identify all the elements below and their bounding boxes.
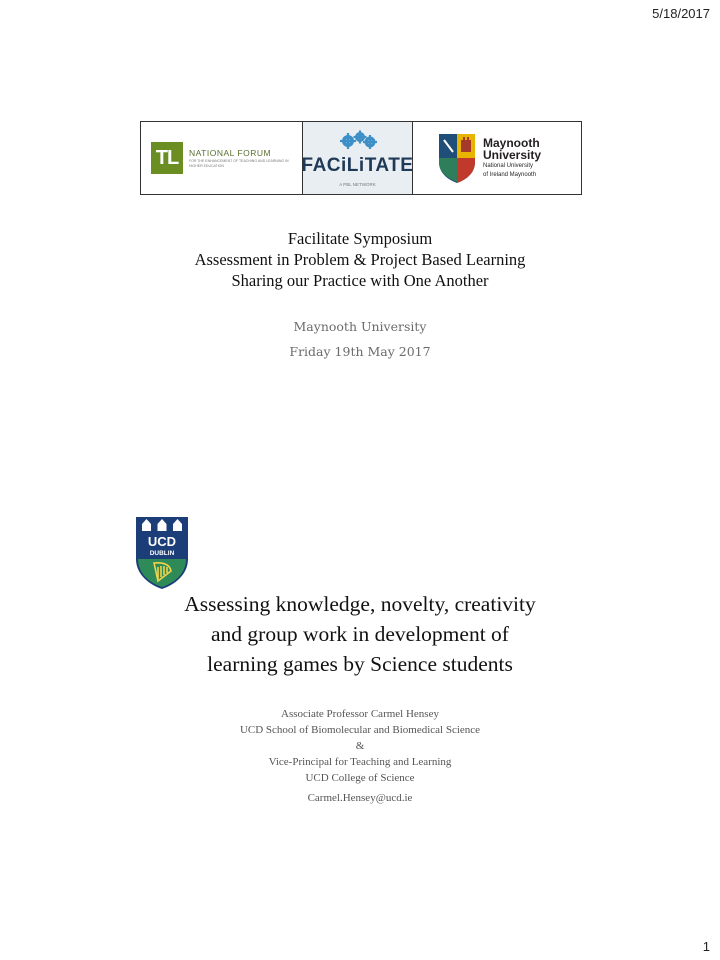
venue-date: Friday 19th May 2017 (289, 344, 431, 359)
venue-block (0, 314, 720, 364)
author-school: UCD School of Biomolecular and Biomedical Science (239, 724, 481, 736)
author-college: UCD College of Science (305, 772, 415, 784)
tl-mark: TL (151, 142, 183, 174)
maynooth-sub-line1: National University (483, 163, 534, 169)
gears-icon (336, 129, 380, 151)
talk-title-line2: and group work in development of (211, 622, 509, 646)
symposium-heading (0, 228, 720, 291)
facilitate-logo (303, 122, 413, 194)
partner-logos (140, 121, 582, 195)
slide-date: 5/18/2017 (652, 6, 710, 21)
talk-title-line1: Assessing knowledge, novelty, creativity (184, 592, 536, 616)
talk-title (0, 589, 720, 679)
author-email[interactable]: Carmel.Hensey@ucd.ie (307, 792, 413, 804)
author-role: Vice-Principal for Teaching and Learning (268, 756, 452, 768)
maynooth-sub-line2: of Ireland Maynooth (483, 172, 537, 178)
maynooth-logo (413, 122, 581, 194)
tl-title: NATIONAL FORUM (189, 147, 272, 158)
maynooth-name-line2: University (483, 148, 542, 162)
ucd-dublin-word: DUBLIN (149, 550, 175, 557)
author-name: Associate Professor Carmel Hensey (281, 708, 439, 720)
venue-place: Maynooth University (293, 319, 427, 334)
symposium-theme: Assessment in Problem & Project Based Learning (194, 250, 526, 269)
author-ampersand: & (355, 740, 365, 752)
maynooth-name-line1: Maynooth (483, 136, 540, 150)
talk-title-line3: learning games by Science students (207, 652, 513, 676)
national-forum-logo (141, 122, 303, 194)
maynooth-crest-icon (437, 132, 477, 184)
symposium-subtitle: Sharing our Practice with One Another (231, 271, 489, 290)
page-number: 1 (702, 939, 710, 954)
author-block (0, 706, 720, 786)
ucd-wordmark: UCD (147, 534, 177, 549)
symposium-title: Facilitate Symposium (287, 229, 433, 248)
facilitate-subtitle: A PBL NETWORK (339, 182, 376, 187)
ucd-dublin-logo (134, 515, 190, 591)
tl-subtitle: FOR THE ENHANCEMENT OF TEACHING AND LEARNING IN HIGHER EDUCATION (189, 158, 289, 168)
facilitate-word: FACiLiTATE (301, 155, 414, 176)
